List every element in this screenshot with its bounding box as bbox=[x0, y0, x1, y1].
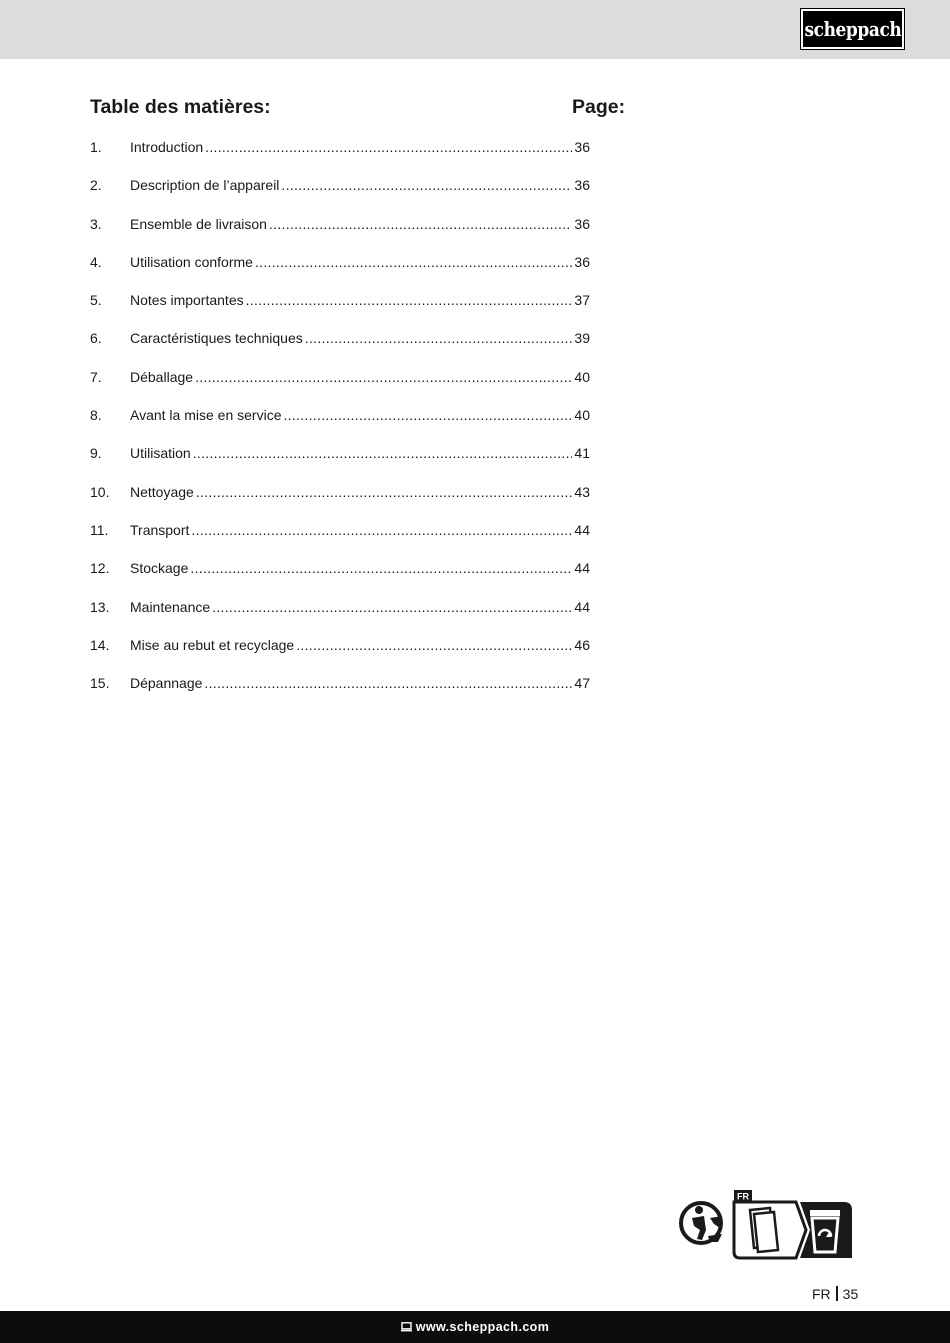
toc-entry-page: 36 bbox=[574, 177, 590, 194]
toc-leader-dots bbox=[195, 367, 572, 387]
toc-entry-label: Transport bbox=[130, 521, 190, 538]
toc-leader-dots bbox=[196, 482, 573, 502]
toc-entry-number: 6. bbox=[90, 330, 102, 347]
triman-icon bbox=[681, 1203, 722, 1243]
toc-entry-number: 2. bbox=[90, 177, 102, 194]
toc-entry-label: Description de l’appareil bbox=[130, 177, 280, 194]
toc-entry-page: 41 bbox=[574, 445, 590, 462]
toc-entry-page: 36 bbox=[574, 215, 590, 232]
toc-leader-dots bbox=[193, 443, 573, 463]
toc-entry-page: 40 bbox=[574, 368, 590, 385]
recycling-info bbox=[678, 1188, 856, 1262]
toc-entry[interactable] bbox=[90, 405, 590, 443]
toc-entry[interactable] bbox=[90, 290, 590, 328]
toc-entry[interactable] bbox=[90, 214, 590, 252]
toc-entry-number: 3. bbox=[90, 215, 102, 232]
toc-entry-number: 5. bbox=[90, 292, 102, 309]
toc-entry[interactable] bbox=[90, 635, 590, 673]
toc-leader-dots bbox=[204, 673, 572, 693]
toc-entry-number: 13. bbox=[90, 598, 110, 615]
toc-entry[interactable] bbox=[90, 597, 590, 635]
toc-entry-number: 8. bbox=[90, 407, 102, 424]
toc-entry-label: Stockage bbox=[130, 560, 189, 577]
toc-entry[interactable] bbox=[90, 252, 590, 290]
toc-leader-dots bbox=[296, 635, 572, 655]
toc-entry-page: 44 bbox=[574, 598, 590, 615]
toc-entry-number: 11. bbox=[90, 521, 109, 538]
toc-entry-page: 43 bbox=[574, 483, 590, 500]
monitor-icon bbox=[401, 1322, 412, 1332]
toc-entry-number: 12. bbox=[90, 560, 110, 577]
footer-bar bbox=[0, 1311, 950, 1343]
page-value: 35 bbox=[842, 1286, 859, 1302]
toc-entry-label: Utilisation bbox=[130, 445, 191, 462]
toc-entry-label: Caractéristiques techniques bbox=[130, 330, 303, 347]
toc-entry-label: Déballage bbox=[130, 368, 194, 385]
toc-entry-number: 9. bbox=[90, 445, 102, 462]
toc-entry-label: Ensemble de livraison bbox=[130, 215, 267, 232]
toc-entry[interactable] bbox=[90, 443, 590, 481]
toc-leader-dots bbox=[305, 328, 573, 348]
toc-leader-dots bbox=[269, 214, 572, 234]
toc-entry-label: Notes importantes bbox=[130, 292, 244, 309]
toc-leader-dots bbox=[283, 405, 572, 425]
toc-entry-label: Dépannage bbox=[130, 675, 203, 692]
toc-leader-dots bbox=[281, 175, 572, 195]
brand-name: scheppach bbox=[804, 17, 901, 41]
toc-entry-page: 36 bbox=[574, 253, 590, 270]
toc-entry[interactable] bbox=[90, 520, 590, 558]
toc-leader-dots bbox=[212, 597, 572, 617]
toc-entry-page: 36 bbox=[574, 139, 590, 155]
toc-leader-dots bbox=[190, 558, 572, 578]
website-url[interactable]: www.scheppach.com bbox=[415, 1320, 550, 1334]
toc-page-heading: Page: bbox=[572, 96, 626, 118]
toc-entry[interactable] bbox=[90, 328, 590, 366]
toc-entry-number: 15. bbox=[90, 675, 110, 692]
toc-entry-label: Avant la mise en service bbox=[130, 407, 282, 424]
toc-entry-number: 1. bbox=[90, 139, 102, 155]
page-separator bbox=[836, 1286, 838, 1301]
toc-leader-dots bbox=[191, 520, 572, 540]
scheppach-logo bbox=[801, 9, 904, 49]
toc-entry[interactable] bbox=[90, 673, 590, 711]
toc-entry-page: 39 bbox=[574, 330, 590, 347]
toc-leader-dots bbox=[205, 137, 572, 157]
toc-entry-label: Nettoyage bbox=[130, 483, 194, 500]
toc-entry-label: Maintenance bbox=[130, 598, 211, 615]
toc-entry[interactable] bbox=[90, 175, 590, 213]
toc-list bbox=[90, 137, 590, 711]
toc-entry-number: 10. bbox=[90, 483, 110, 500]
toc-entry-page: 46 bbox=[574, 636, 590, 653]
page-number bbox=[812, 1286, 858, 1302]
toc-entry-page: 37 bbox=[574, 292, 590, 309]
toc-entry-label: Mise au rebut et recyclage bbox=[130, 636, 295, 653]
toc-entry[interactable] bbox=[90, 558, 590, 596]
recycling-graphic bbox=[678, 1188, 856, 1262]
recycling-bin-icon bbox=[800, 1202, 852, 1258]
toc-entry-page: 44 bbox=[574, 560, 590, 577]
toc-entry[interactable] bbox=[90, 367, 590, 405]
toc-entry[interactable] bbox=[90, 482, 590, 520]
toc-leader-dots bbox=[255, 252, 572, 272]
language-code: FR bbox=[812, 1286, 831, 1302]
toc-entry-label: Introduction bbox=[130, 139, 204, 155]
toc-entry[interactable] bbox=[90, 137, 590, 175]
toc-title: Table des matières: bbox=[90, 96, 271, 118]
toc-entry-page: 47 bbox=[574, 675, 590, 692]
toc-entry-number: 7. bbox=[90, 368, 102, 385]
toc-entry-number: 4. bbox=[90, 253, 102, 270]
paper-icon bbox=[734, 1202, 806, 1258]
toc-entry-page: 44 bbox=[574, 521, 590, 538]
toc-entry-page: 40 bbox=[574, 407, 590, 424]
toc-leader-dots bbox=[246, 290, 573, 310]
toc-entry-number: 14. bbox=[90, 636, 110, 653]
svg-text:FR: FR bbox=[737, 1191, 749, 1202]
toc-entry-label: Utilisation conforme bbox=[130, 253, 253, 270]
